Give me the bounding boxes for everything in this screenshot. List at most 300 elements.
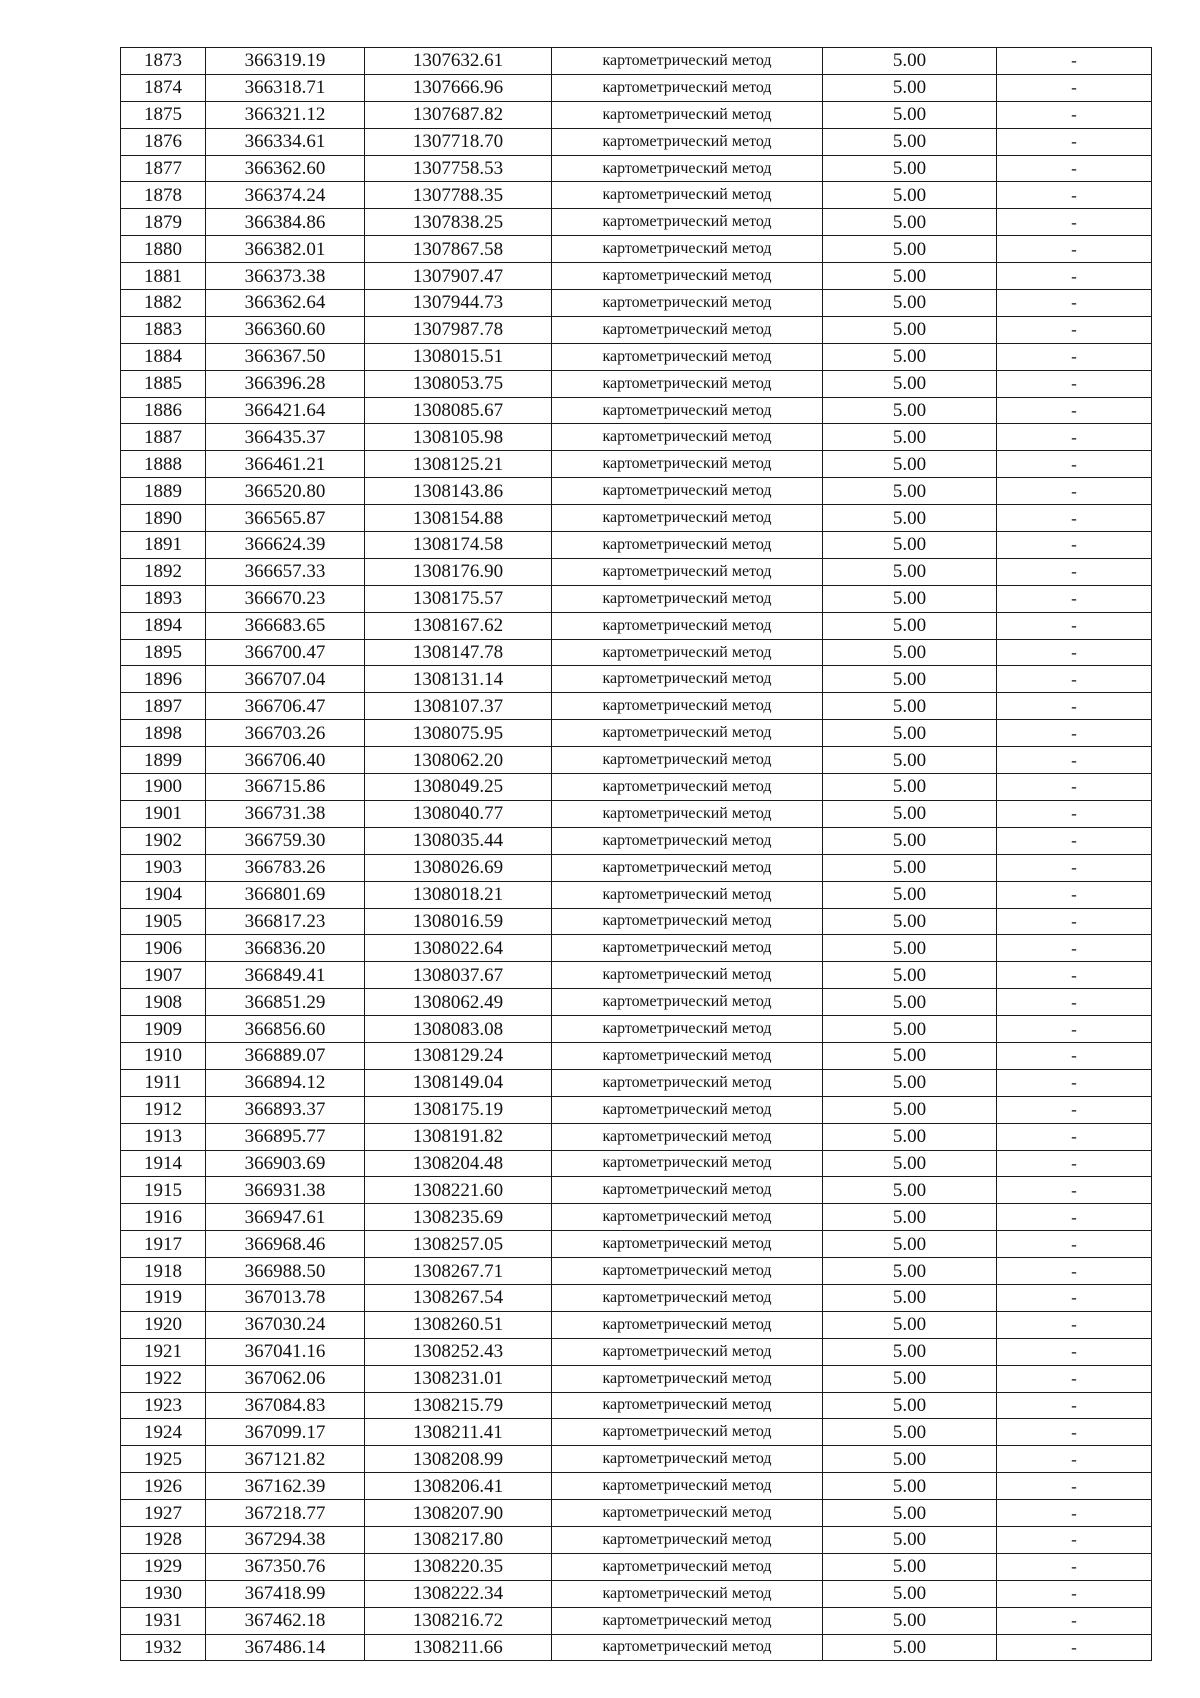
x-coordinate-cell: 366856.60	[206, 1016, 365, 1043]
description-cell: -	[997, 639, 1152, 666]
y-coordinate-cell: 1307718.70	[365, 128, 552, 155]
accuracy-cell: 5.00	[823, 74, 997, 101]
point-number-cell: 1886	[121, 397, 206, 424]
method-cell: картометрический метод	[552, 1500, 823, 1527]
table-row	[121, 612, 1152, 639]
y-coordinate-cell: 1308125.21	[365, 451, 552, 478]
table-row	[121, 989, 1152, 1016]
accuracy-cell: 5.00	[823, 451, 997, 478]
point-number-cell: 1922	[121, 1365, 206, 1392]
method-cell: картометрический метод	[552, 1258, 823, 1285]
accuracy-cell: 5.00	[823, 1069, 997, 1096]
table-row	[121, 1526, 1152, 1553]
point-number-cell: 1880	[121, 236, 206, 263]
y-coordinate-cell: 1308167.62	[365, 612, 552, 639]
accuracy-cell: 5.00	[823, 1016, 997, 1043]
y-coordinate-cell: 1308217.80	[365, 1526, 552, 1553]
description-cell: -	[997, 397, 1152, 424]
x-coordinate-cell: 367062.06	[206, 1365, 365, 1392]
accuracy-cell: 5.00	[823, 478, 997, 505]
x-coordinate-cell: 366706.47	[206, 693, 365, 720]
table-row	[121, 370, 1152, 397]
x-coordinate-cell: 366783.26	[206, 854, 365, 881]
table-row	[121, 343, 1152, 370]
point-number-cell: 1917	[121, 1231, 206, 1258]
table-row	[121, 747, 1152, 774]
point-number-cell: 1887	[121, 424, 206, 451]
method-cell: картометрический метод	[552, 854, 823, 881]
method-cell: картометрический метод	[552, 1365, 823, 1392]
point-number-cell: 1899	[121, 747, 206, 774]
y-coordinate-cell: 1308149.04	[365, 1069, 552, 1096]
accuracy-cell: 5.00	[823, 908, 997, 935]
accuracy-cell: 5.00	[823, 1123, 997, 1150]
description-cell: -	[997, 316, 1152, 343]
method-cell: картометрический метод	[552, 451, 823, 478]
description-cell: -	[997, 1580, 1152, 1607]
method-cell: картометрический метод	[552, 1231, 823, 1258]
x-coordinate-cell: 366670.23	[206, 585, 365, 612]
x-coordinate-cell: 366334.61	[206, 128, 365, 155]
point-number-cell: 1908	[121, 989, 206, 1016]
description-cell: -	[997, 1607, 1152, 1634]
y-coordinate-cell: 1308221.60	[365, 1177, 552, 1204]
x-coordinate-cell: 366894.12	[206, 1069, 365, 1096]
method-cell: картометрический метод	[552, 1607, 823, 1634]
accuracy-cell: 5.00	[823, 1580, 997, 1607]
accuracy-cell: 5.00	[823, 962, 997, 989]
description-cell: -	[997, 747, 1152, 774]
table-row	[121, 935, 1152, 962]
description-cell: -	[997, 1473, 1152, 1500]
point-number-cell: 1878	[121, 182, 206, 209]
method-cell: картометрический метод	[552, 316, 823, 343]
method-cell: картометрический метод	[552, 478, 823, 505]
description-cell: -	[997, 505, 1152, 532]
description-cell: -	[997, 989, 1152, 1016]
method-cell: картометрический метод	[552, 881, 823, 908]
y-coordinate-cell: 1307687.82	[365, 101, 552, 128]
x-coordinate-cell: 366731.38	[206, 800, 365, 827]
point-number-cell: 1914	[121, 1150, 206, 1177]
description-cell: -	[997, 263, 1152, 290]
description-cell: -	[997, 962, 1152, 989]
table-row	[121, 532, 1152, 559]
accuracy-cell: 5.00	[823, 155, 997, 182]
x-coordinate-cell: 366319.19	[206, 48, 365, 75]
point-number-cell: 1873	[121, 48, 206, 75]
accuracy-cell: 5.00	[823, 532, 997, 559]
point-number-cell: 1903	[121, 854, 206, 881]
description-cell: -	[997, 666, 1152, 693]
table-row	[121, 693, 1152, 720]
description-cell: -	[997, 424, 1152, 451]
method-cell: картометрический метод	[552, 1338, 823, 1365]
description-cell: -	[997, 1419, 1152, 1446]
method-cell: картометрический метод	[552, 666, 823, 693]
description-cell: -	[997, 1500, 1152, 1527]
point-number-cell: 1919	[121, 1284, 206, 1311]
point-number-cell: 1931	[121, 1607, 206, 1634]
x-coordinate-cell: 366968.46	[206, 1231, 365, 1258]
description-cell: -	[997, 1016, 1152, 1043]
y-coordinate-cell: 1308220.35	[365, 1553, 552, 1580]
coordinates-table	[120, 47, 1152, 1661]
x-coordinate-cell: 366374.24	[206, 182, 365, 209]
point-number-cell: 1897	[121, 693, 206, 720]
x-coordinate-cell: 366321.12	[206, 101, 365, 128]
table-row	[121, 827, 1152, 854]
accuracy-cell: 5.00	[823, 101, 997, 128]
point-number-cell: 1888	[121, 451, 206, 478]
y-coordinate-cell: 1308211.41	[365, 1419, 552, 1446]
y-coordinate-cell: 1308252.43	[365, 1338, 552, 1365]
x-coordinate-cell: 366421.64	[206, 397, 365, 424]
point-number-cell: 1900	[121, 774, 206, 801]
x-coordinate-cell: 366759.30	[206, 827, 365, 854]
method-cell: картометрический метод	[552, 1446, 823, 1473]
description-cell: -	[997, 532, 1152, 559]
y-coordinate-cell: 1308215.79	[365, 1392, 552, 1419]
point-number-cell: 1929	[121, 1553, 206, 1580]
method-cell: картометрический метод	[552, 1096, 823, 1123]
point-number-cell: 1885	[121, 370, 206, 397]
x-coordinate-cell: 366851.29	[206, 989, 365, 1016]
table-row	[121, 1365, 1152, 1392]
method-cell: картометрический метод	[552, 585, 823, 612]
y-coordinate-cell: 1307632.61	[365, 48, 552, 75]
table-row	[121, 1580, 1152, 1607]
method-cell: картометрический метод	[552, 1553, 823, 1580]
table-row	[121, 962, 1152, 989]
point-number-cell: 1876	[121, 128, 206, 155]
description-cell: -	[997, 128, 1152, 155]
table-row	[121, 1150, 1152, 1177]
method-cell: картометрический метод	[552, 1526, 823, 1553]
method-cell: картометрический метод	[552, 236, 823, 263]
y-coordinate-cell: 1308049.25	[365, 774, 552, 801]
y-coordinate-cell: 1308083.08	[365, 1016, 552, 1043]
x-coordinate-cell: 366988.50	[206, 1258, 365, 1285]
method-cell: картометрический метод	[552, 505, 823, 532]
point-number-cell: 1875	[121, 101, 206, 128]
x-coordinate-cell: 366817.23	[206, 908, 365, 935]
table-row	[121, 48, 1152, 75]
table-row	[121, 74, 1152, 101]
x-coordinate-cell: 366396.28	[206, 370, 365, 397]
description-cell: -	[997, 558, 1152, 585]
point-number-cell: 1928	[121, 1526, 206, 1553]
point-number-cell: 1894	[121, 612, 206, 639]
accuracy-cell: 5.00	[823, 1419, 997, 1446]
method-cell: картометрический метод	[552, 155, 823, 182]
accuracy-cell: 5.00	[823, 1473, 997, 1500]
table-row	[121, 558, 1152, 585]
description-cell: -	[997, 74, 1152, 101]
method-cell: картометрический метод	[552, 128, 823, 155]
table-row	[121, 1069, 1152, 1096]
description-cell: -	[997, 343, 1152, 370]
x-coordinate-cell: 366382.01	[206, 236, 365, 263]
table-row	[121, 774, 1152, 801]
table-row	[121, 101, 1152, 128]
x-coordinate-cell: 366384.86	[206, 209, 365, 236]
y-coordinate-cell: 1308267.54	[365, 1284, 552, 1311]
method-cell: картометрический метод	[552, 827, 823, 854]
y-coordinate-cell: 1307838.25	[365, 209, 552, 236]
table-row	[121, 128, 1152, 155]
accuracy-cell: 5.00	[823, 209, 997, 236]
x-coordinate-cell: 366903.69	[206, 1150, 365, 1177]
description-cell: -	[997, 1042, 1152, 1069]
x-coordinate-cell: 366373.38	[206, 263, 365, 290]
point-number-cell: 1932	[121, 1634, 206, 1661]
point-number-cell: 1893	[121, 585, 206, 612]
method-cell: картометрический метод	[552, 343, 823, 370]
description-cell: -	[997, 612, 1152, 639]
method-cell: картометрический метод	[552, 532, 823, 559]
accuracy-cell: 5.00	[823, 881, 997, 908]
accuracy-cell: 5.00	[823, 1177, 997, 1204]
table-row	[121, 1258, 1152, 1285]
method-cell: картометрический метод	[552, 935, 823, 962]
method-cell: картометрический метод	[552, 182, 823, 209]
table-row	[121, 666, 1152, 693]
description-cell: -	[997, 800, 1152, 827]
y-coordinate-cell: 1308107.37	[365, 693, 552, 720]
x-coordinate-cell: 366318.71	[206, 74, 365, 101]
description-cell: -	[997, 1150, 1152, 1177]
method-cell: картометрический метод	[552, 101, 823, 128]
point-number-cell: 1906	[121, 935, 206, 962]
x-coordinate-cell: 367041.16	[206, 1338, 365, 1365]
y-coordinate-cell: 1307987.78	[365, 316, 552, 343]
table-row	[121, 1311, 1152, 1338]
accuracy-cell: 5.00	[823, 1392, 997, 1419]
point-number-cell: 1927	[121, 1500, 206, 1527]
accuracy-cell: 5.00	[823, 693, 997, 720]
method-cell: картометрический метод	[552, 1150, 823, 1177]
accuracy-cell: 5.00	[823, 935, 997, 962]
method-cell: картометрический метод	[552, 424, 823, 451]
y-coordinate-cell: 1308129.24	[365, 1042, 552, 1069]
y-coordinate-cell: 1308085.67	[365, 397, 552, 424]
point-number-cell: 1912	[121, 1096, 206, 1123]
table-row	[121, 1392, 1152, 1419]
point-number-cell: 1905	[121, 908, 206, 935]
table-row	[121, 1231, 1152, 1258]
x-coordinate-cell: 367099.17	[206, 1419, 365, 1446]
table-row	[121, 236, 1152, 263]
accuracy-cell: 5.00	[823, 1607, 997, 1634]
x-coordinate-cell: 366703.26	[206, 720, 365, 747]
point-number-cell: 1923	[121, 1392, 206, 1419]
x-coordinate-cell: 366565.87	[206, 505, 365, 532]
x-coordinate-cell: 366624.39	[206, 532, 365, 559]
x-coordinate-cell: 367462.18	[206, 1607, 365, 1634]
accuracy-cell: 5.00	[823, 128, 997, 155]
method-cell: картометрический метод	[552, 48, 823, 75]
accuracy-cell: 5.00	[823, 48, 997, 75]
description-cell: -	[997, 1365, 1152, 1392]
point-number-cell: 1881	[121, 263, 206, 290]
method-cell: картометрический метод	[552, 962, 823, 989]
accuracy-cell: 5.00	[823, 827, 997, 854]
method-cell: картометрический метод	[552, 558, 823, 585]
accuracy-cell: 5.00	[823, 505, 997, 532]
x-coordinate-cell: 367121.82	[206, 1446, 365, 1473]
point-number-cell: 1896	[121, 666, 206, 693]
x-coordinate-cell: 366520.80	[206, 478, 365, 505]
description-cell: -	[997, 182, 1152, 209]
x-coordinate-cell: 366849.41	[206, 962, 365, 989]
point-number-cell: 1879	[121, 209, 206, 236]
accuracy-cell: 5.00	[823, 1284, 997, 1311]
method-cell: картометрический метод	[552, 1204, 823, 1231]
table-row	[121, 1123, 1152, 1150]
method-cell: картометрический метод	[552, 639, 823, 666]
x-coordinate-cell: 367218.77	[206, 1500, 365, 1527]
y-coordinate-cell: 1308035.44	[365, 827, 552, 854]
accuracy-cell: 5.00	[823, 612, 997, 639]
table-row	[121, 505, 1152, 532]
accuracy-cell: 5.00	[823, 1634, 997, 1661]
table-row	[121, 263, 1152, 290]
point-number-cell: 1921	[121, 1338, 206, 1365]
table-row	[121, 478, 1152, 505]
table-row	[121, 908, 1152, 935]
x-coordinate-cell: 367013.78	[206, 1284, 365, 1311]
x-coordinate-cell: 366683.65	[206, 612, 365, 639]
y-coordinate-cell: 1307666.96	[365, 74, 552, 101]
method-cell: картометрический метод	[552, 1419, 823, 1446]
y-coordinate-cell: 1307907.47	[365, 263, 552, 290]
x-coordinate-cell: 367486.14	[206, 1634, 365, 1661]
method-cell: картометрический метод	[552, 693, 823, 720]
method-cell: картометрический метод	[552, 774, 823, 801]
point-number-cell: 1902	[121, 827, 206, 854]
table-row	[121, 1607, 1152, 1634]
accuracy-cell: 5.00	[823, 370, 997, 397]
accuracy-cell: 5.00	[823, 343, 997, 370]
x-coordinate-cell: 366707.04	[206, 666, 365, 693]
description-cell: -	[997, 1284, 1152, 1311]
y-coordinate-cell: 1308191.82	[365, 1123, 552, 1150]
x-coordinate-cell: 367418.99	[206, 1580, 365, 1607]
y-coordinate-cell: 1308206.41	[365, 1473, 552, 1500]
point-number-cell: 1890	[121, 505, 206, 532]
point-number-cell: 1910	[121, 1042, 206, 1069]
accuracy-cell: 5.00	[823, 747, 997, 774]
x-coordinate-cell: 366889.07	[206, 1042, 365, 1069]
method-cell: картометрический метод	[552, 1392, 823, 1419]
y-coordinate-cell: 1308040.77	[365, 800, 552, 827]
table-row	[121, 397, 1152, 424]
method-cell: картометрический метод	[552, 1311, 823, 1338]
point-number-cell: 1895	[121, 639, 206, 666]
y-coordinate-cell: 1308131.14	[365, 666, 552, 693]
description-cell: -	[997, 236, 1152, 263]
accuracy-cell: 5.00	[823, 182, 997, 209]
y-coordinate-cell: 1308015.51	[365, 343, 552, 370]
table-row	[121, 800, 1152, 827]
point-number-cell: 1898	[121, 720, 206, 747]
method-cell: картометрический метод	[552, 1069, 823, 1096]
point-number-cell: 1907	[121, 962, 206, 989]
accuracy-cell: 5.00	[823, 1500, 997, 1527]
method-cell: картометрический метод	[552, 747, 823, 774]
y-coordinate-cell: 1308216.72	[365, 1607, 552, 1634]
method-cell: картометрический метод	[552, 1580, 823, 1607]
description-cell: -	[997, 693, 1152, 720]
y-coordinate-cell: 1308267.71	[365, 1258, 552, 1285]
x-coordinate-cell: 366362.64	[206, 290, 365, 317]
accuracy-cell: 5.00	[823, 1042, 997, 1069]
accuracy-cell: 5.00	[823, 1446, 997, 1473]
description-cell: -	[997, 1096, 1152, 1123]
description-cell: -	[997, 451, 1152, 478]
point-number-cell: 1904	[121, 881, 206, 908]
description-cell: -	[997, 1204, 1152, 1231]
table-row	[121, 1338, 1152, 1365]
y-coordinate-cell: 1308257.05	[365, 1231, 552, 1258]
method-cell: картометрический метод	[552, 74, 823, 101]
description-cell: -	[997, 155, 1152, 182]
point-number-cell: 1889	[121, 478, 206, 505]
y-coordinate-cell: 1308204.48	[365, 1150, 552, 1177]
method-cell: картометрический метод	[552, 1284, 823, 1311]
y-coordinate-cell: 1308260.51	[365, 1311, 552, 1338]
point-number-cell: 1884	[121, 343, 206, 370]
point-number-cell: 1925	[121, 1446, 206, 1473]
x-coordinate-cell: 366715.86	[206, 774, 365, 801]
x-coordinate-cell: 366435.37	[206, 424, 365, 451]
point-number-cell: 1877	[121, 155, 206, 182]
point-number-cell: 1909	[121, 1016, 206, 1043]
x-coordinate-cell: 366893.37	[206, 1096, 365, 1123]
description-cell: -	[997, 1526, 1152, 1553]
x-coordinate-cell: 367294.38	[206, 1526, 365, 1553]
accuracy-cell: 5.00	[823, 1311, 997, 1338]
table-row	[121, 1500, 1152, 1527]
point-number-cell: 1915	[121, 1177, 206, 1204]
y-coordinate-cell: 1308207.90	[365, 1500, 552, 1527]
y-coordinate-cell: 1307788.35	[365, 182, 552, 209]
accuracy-cell: 5.00	[823, 236, 997, 263]
description-cell: -	[997, 935, 1152, 962]
point-number-cell: 1901	[121, 800, 206, 827]
method-cell: картометрический метод	[552, 1634, 823, 1661]
accuracy-cell: 5.00	[823, 290, 997, 317]
y-coordinate-cell: 1308176.90	[365, 558, 552, 585]
method-cell: картометрический метод	[552, 612, 823, 639]
x-coordinate-cell: 366947.61	[206, 1204, 365, 1231]
x-coordinate-cell: 367084.83	[206, 1392, 365, 1419]
accuracy-cell: 5.00	[823, 639, 997, 666]
table-row	[121, 1419, 1152, 1446]
table-row	[121, 720, 1152, 747]
table-row	[121, 854, 1152, 881]
table-row	[121, 881, 1152, 908]
y-coordinate-cell: 1308175.19	[365, 1096, 552, 1123]
table-row	[121, 209, 1152, 236]
accuracy-cell: 5.00	[823, 666, 997, 693]
method-cell: картометрический метод	[552, 1123, 823, 1150]
x-coordinate-cell: 366931.38	[206, 1177, 365, 1204]
description-cell: -	[997, 1069, 1152, 1096]
x-coordinate-cell: 366360.60	[206, 316, 365, 343]
table-row	[121, 451, 1152, 478]
